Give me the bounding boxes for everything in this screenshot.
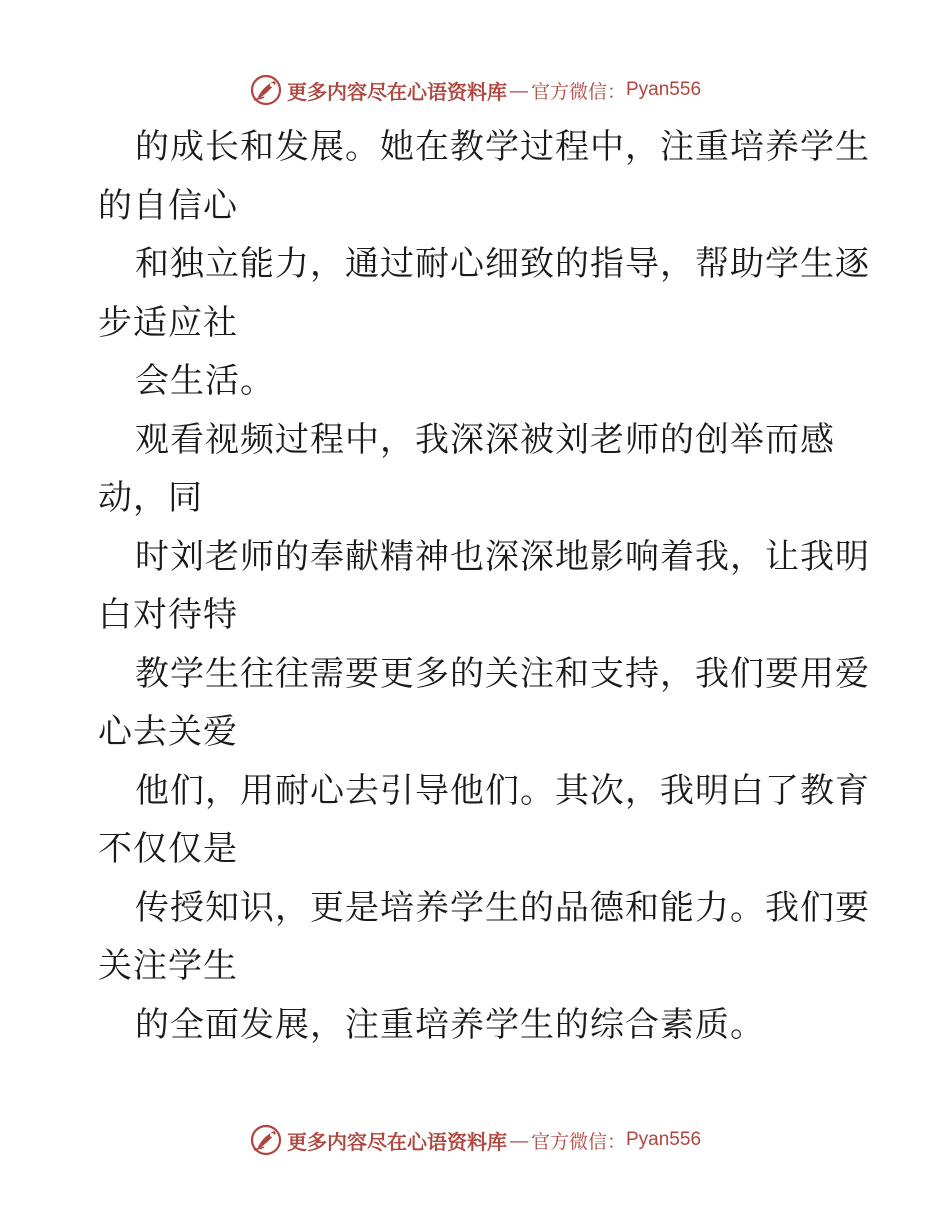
body-line: 他们，用耐心去引导他们。其次，我明白了教育 <box>135 770 870 811</box>
body-line: 动，同 <box>98 478 203 518</box>
body-line: 关注学生 <box>98 946 238 986</box>
body-line: 心去关爱 <box>98 712 238 752</box>
document-body <box>98 118 870 1054</box>
body-line: 观看视频过程中，我深深被刘老师的创举而感 <box>135 419 835 460</box>
footer-separator: — <box>508 1128 529 1152</box>
footer-brand-text: 更多内容尽在心语资料库 <box>286 1129 507 1154</box>
body-line: 的全面发展，注重培养学生的综合素质。 <box>135 1004 765 1045</box>
footer-wechat-id: Pyan556 <box>626 1129 702 1150</box>
footer-banner <box>0 1120 950 1160</box>
body-line: 的成长和发展。她在教学过程中，注重培养学生 <box>135 127 870 167</box>
body-line: 传授知识，更是培养学生的品德和能力。我们要 <box>135 887 870 928</box>
pen-logo-icon <box>249 1123 283 1157</box>
body-line: 会生活。 <box>135 361 275 401</box>
body-line: 的自信心 <box>98 185 238 226</box>
body-line: 和独立能力，通过耐心细致的指导，帮助学生逐 <box>135 244 870 284</box>
body-line: 不仅仅是 <box>98 829 238 869</box>
header-separator: — <box>508 78 529 102</box>
body-line: 白对待特 <box>98 595 238 635</box>
header-wechat-label: 官方微信： <box>530 80 626 103</box>
body-line: 教学生往往需要更多的关注和支持，我们要用爱 <box>135 653 870 694</box>
header-brand-text: 更多内容尽在心语资料库 <box>286 79 507 104</box>
pen-logo-icon <box>249 73 283 107</box>
body-line: 时刘老师的奉献精神也深深地影响着我，让我明 <box>135 536 870 577</box>
body-line: 步适应社 <box>98 302 238 343</box>
footer-wechat-label: 官方微信： <box>530 1130 626 1153</box>
header-banner <box>0 70 950 110</box>
header-wechat-id: Pyan556 <box>626 79 702 100</box>
